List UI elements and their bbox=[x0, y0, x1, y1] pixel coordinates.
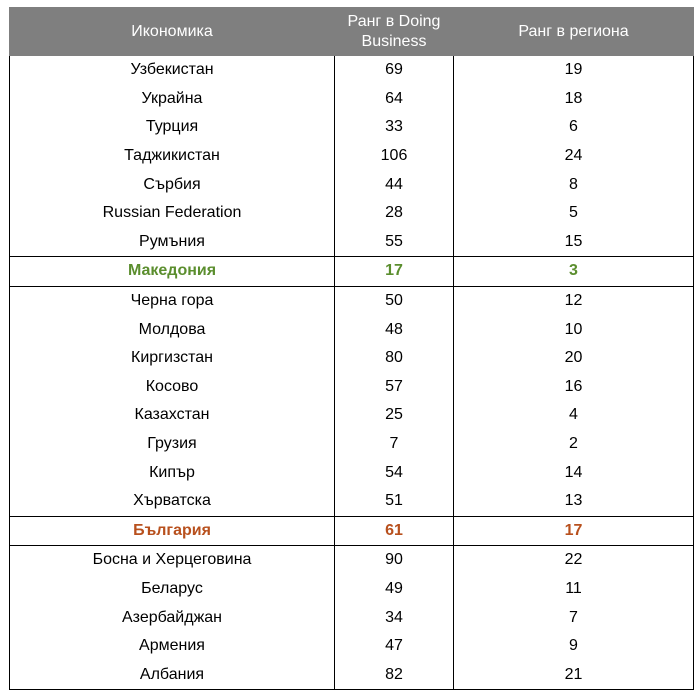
cell-doing-business-rank: 44 bbox=[335, 170, 454, 199]
table-row bbox=[10, 632, 694, 661]
table-row-highlighted bbox=[10, 516, 694, 546]
cell-economy: Грузия bbox=[10, 430, 335, 459]
cell-doing-business-rank: 49 bbox=[335, 575, 454, 604]
cell-doing-business-rank: 33 bbox=[335, 113, 454, 142]
cell-doing-business-rank: 17 bbox=[335, 257, 454, 287]
cell-region-rank: 2 bbox=[454, 430, 694, 459]
cell-doing-business-rank: 69 bbox=[335, 56, 454, 85]
cell-region-rank: 5 bbox=[454, 199, 694, 228]
table-row bbox=[10, 199, 694, 228]
cell-region-rank: 8 bbox=[454, 170, 694, 199]
cell-economy: Азербайджан bbox=[10, 603, 335, 632]
cell-economy: Румъния bbox=[10, 228, 335, 257]
cell-region-rank: 17 bbox=[454, 516, 694, 546]
cell-doing-business-rank: 51 bbox=[335, 487, 454, 516]
cell-economy: Казахстан bbox=[10, 401, 335, 430]
cell-economy: България bbox=[10, 516, 335, 546]
cell-region-rank: 14 bbox=[454, 458, 694, 487]
cell-economy: Russian Federation bbox=[10, 199, 335, 228]
cell-economy: Армения bbox=[10, 632, 335, 661]
cell-economy: Узбекистан bbox=[10, 56, 335, 85]
cell-doing-business-rank: 90 bbox=[335, 546, 454, 575]
cell-economy: Украйна bbox=[10, 85, 335, 114]
cell-region-rank: 4 bbox=[454, 401, 694, 430]
cell-region-rank: 9 bbox=[454, 632, 694, 661]
table-body bbox=[10, 56, 694, 690]
cell-region-rank: 6 bbox=[454, 113, 694, 142]
cell-region-rank: 19 bbox=[454, 56, 694, 85]
table-row bbox=[10, 546, 694, 575]
table-row bbox=[10, 603, 694, 632]
cell-economy: Хърватска bbox=[10, 487, 335, 516]
cell-economy: Босна и Херцеговина bbox=[10, 546, 335, 575]
cell-doing-business-rank: 54 bbox=[335, 458, 454, 487]
table-row bbox=[10, 113, 694, 142]
table-row bbox=[10, 373, 694, 402]
cell-economy: Турция bbox=[10, 113, 335, 142]
header-economy: Икономика bbox=[10, 8, 335, 56]
header-doing-business-rank: Ранг в Doing Business bbox=[335, 8, 454, 56]
ranking-table bbox=[9, 7, 694, 690]
table-row bbox=[10, 315, 694, 344]
cell-region-rank: 22 bbox=[454, 546, 694, 575]
table-row bbox=[10, 228, 694, 257]
cell-doing-business-rank: 80 bbox=[335, 344, 454, 373]
cell-doing-business-rank: 25 bbox=[335, 401, 454, 430]
cell-region-rank: 3 bbox=[454, 257, 694, 287]
cell-region-rank: 18 bbox=[454, 85, 694, 114]
cell-economy: Македония bbox=[10, 257, 335, 287]
table-row bbox=[10, 575, 694, 604]
cell-economy: Молдова bbox=[10, 315, 335, 344]
table-row bbox=[10, 85, 694, 114]
table-row bbox=[10, 344, 694, 373]
table-row bbox=[10, 401, 694, 430]
cell-doing-business-rank: 57 bbox=[335, 373, 454, 402]
cell-economy: Беларус bbox=[10, 575, 335, 604]
cell-economy: Таджикистан bbox=[10, 142, 335, 171]
cell-region-rank: 10 bbox=[454, 315, 694, 344]
cell-region-rank: 11 bbox=[454, 575, 694, 604]
cell-doing-business-rank: 48 bbox=[335, 315, 454, 344]
header-row bbox=[10, 8, 694, 56]
table-row bbox=[10, 286, 694, 315]
cell-region-rank: 16 bbox=[454, 373, 694, 402]
cell-doing-business-rank: 55 bbox=[335, 228, 454, 257]
cell-economy: Киргизстан bbox=[10, 344, 335, 373]
cell-region-rank: 7 bbox=[454, 603, 694, 632]
table-row bbox=[10, 660, 694, 689]
cell-region-rank: 15 bbox=[454, 228, 694, 257]
cell-region-rank: 21 bbox=[454, 660, 694, 689]
table-row bbox=[10, 56, 694, 85]
table-row bbox=[10, 487, 694, 516]
cell-economy: Кипър bbox=[10, 458, 335, 487]
table-row bbox=[10, 142, 694, 171]
cell-region-rank: 24 bbox=[454, 142, 694, 171]
cell-region-rank: 20 bbox=[454, 344, 694, 373]
table-header bbox=[10, 8, 694, 56]
cell-doing-business-rank: 64 bbox=[335, 85, 454, 114]
cell-economy: Косово bbox=[10, 373, 335, 402]
ranking-table-container bbox=[9, 7, 693, 690]
table-row bbox=[10, 458, 694, 487]
cell-doing-business-rank: 7 bbox=[335, 430, 454, 459]
header-region-rank: Ранг в региона bbox=[454, 8, 694, 56]
cell-doing-business-rank: 82 bbox=[335, 660, 454, 689]
cell-doing-business-rank: 61 bbox=[335, 516, 454, 546]
cell-doing-business-rank: 34 bbox=[335, 603, 454, 632]
cell-economy: Черна гора bbox=[10, 286, 335, 315]
cell-doing-business-rank: 47 bbox=[335, 632, 454, 661]
cell-doing-business-rank: 50 bbox=[335, 286, 454, 315]
cell-region-rank: 12 bbox=[454, 286, 694, 315]
cell-economy: Сърбия bbox=[10, 170, 335, 199]
table-row bbox=[10, 430, 694, 459]
cell-economy: Албания bbox=[10, 660, 335, 689]
cell-doing-business-rank: 106 bbox=[335, 142, 454, 171]
cell-region-rank: 13 bbox=[454, 487, 694, 516]
cell-doing-business-rank: 28 bbox=[335, 199, 454, 228]
table-row-highlighted bbox=[10, 257, 694, 287]
table-row bbox=[10, 170, 694, 199]
